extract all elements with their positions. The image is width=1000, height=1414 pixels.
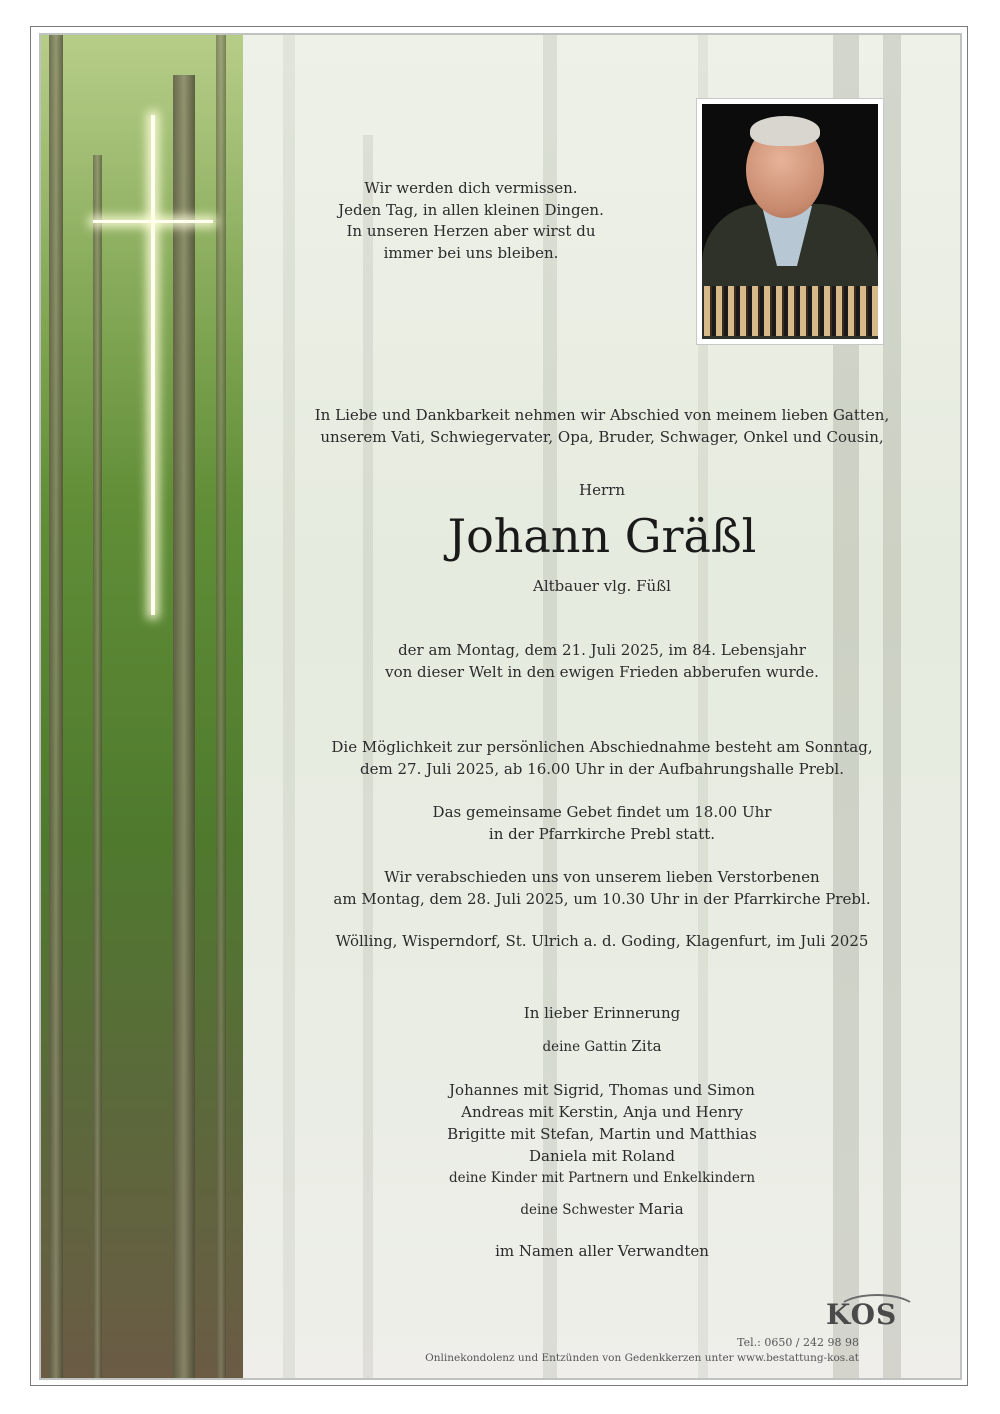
child-line: Andreas mit Kerstin, Anja und Henry	[461, 1103, 743, 1121]
sister-prefix: deine Schwester	[520, 1202, 635, 1218]
sister-name: Maria	[638, 1200, 684, 1218]
footer-online: Onlinekondolenz und Entzünden von Gedenkkerzen unter www.bestattung-kos.at	[425, 1352, 859, 1364]
poem-line: In unseren Herzen aber wirst du	[346, 222, 596, 240]
salutation: Herrn	[579, 481, 625, 499]
intro-line: unserem Vati, Schwiegervater, Opa, Bruder, Schwager, Onkel und Cousin,	[320, 428, 884, 446]
children-list	[352, 1079, 852, 1189]
wife-prefix: deine Gattin	[542, 1039, 628, 1055]
children-caption: deine Kinder mit Partnern und Enkelkindern	[448, 1170, 756, 1186]
wife-name: Zita	[631, 1037, 662, 1055]
intro-text	[252, 404, 952, 448]
death-line: von dieser Welt in den ewigen Frieden abberufen wurde.	[385, 663, 819, 681]
child-line: Daniela mit Roland	[529, 1147, 675, 1165]
closing-line: im Namen aller Verwandten	[495, 1242, 709, 1260]
poem	[291, 178, 651, 264]
funeral-line: am Montag, dem 28. Juli 2025, um 10.30 Uhr in der Pfarrkirche Prebl.	[333, 890, 871, 908]
viewing-line: dem 27. Juli 2025, ab 16.00 Uhr in der Aufbahrungshalle Prebl.	[360, 760, 844, 778]
funeral-notice	[252, 866, 952, 910]
child-line: Brigitte mit Stefan, Martin und Matthias	[447, 1125, 757, 1143]
child-line: Johannes mit Sigrid, Thomas und Simon	[449, 1081, 755, 1099]
poem-line: Jeden Tag, in allen kleinen Dingen.	[338, 200, 604, 219]
footer-phone: Tel.: 0650 / 242 98 98	[737, 1336, 859, 1349]
obituary-card	[39, 33, 962, 1380]
portrait-photo	[696, 98, 884, 345]
kos-logo: KOS	[826, 1298, 898, 1331]
prayer-line: Das gemeinsame Gebet findet um 18.00 Uhr	[432, 803, 772, 821]
wife-line	[452, 1037, 752, 1055]
prayer-notice	[352, 801, 852, 845]
death-notice	[302, 639, 902, 683]
mourners-heading: In lieber Erinnerung	[523, 1004, 681, 1022]
intro-line: In Liebe und Dankbarkeit nehmen wir Abschied von meinem lieben Gatten,	[314, 406, 890, 424]
deceased-name: Johann Gräßl	[447, 509, 757, 563]
funeral-line: Wir verabschieden uns von unserem lieben Verstorbenen	[384, 868, 820, 886]
viewing-line: Die Möglichkeit zur persönlichen Abschiednahme besteht am Sonntag,	[331, 738, 873, 756]
deceased-title: Altbauer vlg. Füßl	[533, 577, 671, 595]
place-date: Wölling, Wisperndorf, St. Ulrich a. d. Goding, Klagenfurt, im Juli 2025	[335, 932, 869, 950]
sister-line	[452, 1200, 752, 1218]
viewing-notice	[277, 736, 927, 780]
death-line: der am Montag, dem 21. Juli 2025, im 84. Lebensjahr	[398, 641, 806, 659]
poem-line: immer bei uns bleiben.	[383, 243, 559, 262]
prayer-line: in der Pfarrkirche Prebl statt.	[488, 825, 716, 843]
poem-line: Wir werden dich vermissen.	[364, 179, 578, 197]
